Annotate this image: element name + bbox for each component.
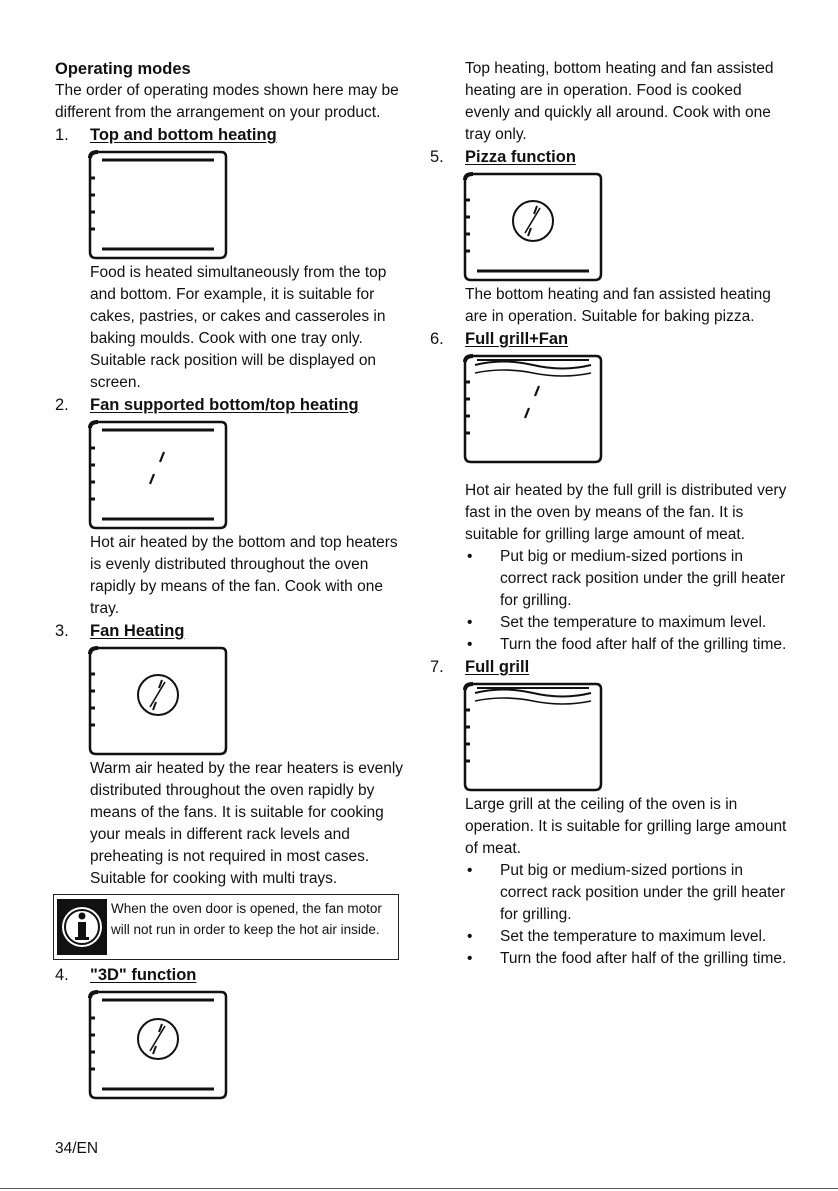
mode-number: 4. [55, 966, 69, 984]
list-item [465, 860, 790, 926]
page-bottom-rule [0, 1188, 838, 1189]
full-grill-icon [463, 680, 603, 792]
mode-description-5: The bottom heating and fan assisted heating are in operation. Suitable for baking pizza. [465, 286, 771, 325]
mode-description-7: Large grill at the ceiling of the oven is in operation. It is suitable for grilling large amount of meat. [465, 796, 787, 857]
mode-heading-2 [55, 394, 410, 416]
list-item-text: Set the temperature to maximum level. [500, 928, 767, 945]
mode-number: 7. [430, 658, 444, 676]
mode-heading-7 [430, 656, 790, 678]
mode-description-6: Hot air heated by the full grill is distributed very fast in the oven by means of the fan. It is suitable for grilling large amount of meat. [465, 482, 787, 543]
mode-heading-4 [55, 964, 410, 986]
bullet-icon: • [467, 548, 473, 565]
3d-function-icon [88, 988, 228, 1100]
fan-heating-icon [88, 644, 228, 756]
mode-heading-5 [430, 146, 790, 168]
bullet-icon: • [467, 862, 473, 879]
fan-supported-heating-icon [88, 418, 228, 530]
bullet-icon: • [467, 614, 473, 631]
list-item-text: Turn the food after half of the grilling time. [500, 950, 787, 967]
mode-label: Full grill+Fan [465, 330, 569, 348]
section-heading: Operating modes [55, 60, 191, 78]
list-item-text: Put big or medium-sized portions in correct rack position under the grill heater for grilling. [500, 548, 786, 609]
bullet-icon: • [467, 950, 473, 967]
page-number: 34/EN [55, 1140, 99, 1157]
list-item-text: Put big or medium-sized portions in correct rack position under the grill heater for grilling. [500, 862, 786, 923]
intro-text-right: Top heating, bottom heating and fan assisted heating are in operation. Food is cooked evenly and quickly all around. Cook with one tray only. [465, 60, 774, 143]
bullet-icon: • [467, 928, 473, 945]
mode-number: 6. [430, 330, 444, 348]
right-column [430, 58, 790, 970]
bullet-list-6 [430, 546, 790, 656]
mode-description-3: Warm air heated by the rear heaters is evenly distributed throughout the oven rapidly by means of the fans. It is suitable for cooking your meals in different rack levels and preheating is not required in most cases. Suitable for cooking with multi trays. [90, 760, 404, 887]
mode-label: Top and bottom heating [90, 126, 277, 144]
mode-description-1: Food is heated simultaneously from the top and bottom. For example, it is suitable for cakes, pastries, or cakes and casseroles in baking moulds. Cook with one tray only. Suitable rack position will be displayed on screen. [90, 264, 387, 391]
mode-number: 5. [430, 148, 444, 166]
list-item [465, 948, 790, 970]
list-item-text: Set the temperature to maximum level. [500, 614, 767, 631]
mode-heading-6 [430, 328, 790, 350]
mode-label: Full grill [465, 658, 530, 676]
bullet-icon: • [467, 636, 473, 653]
bullet-list-7 [430, 860, 790, 970]
mode-description-2: Hot air heated by the bottom and top heaters is evenly distributed throughout the oven rapidly by means of the fan. Cook with one tray. [90, 534, 398, 617]
left-column [55, 58, 410, 1102]
full-grill-fan-icon [463, 352, 603, 464]
mode-number: 3. [55, 622, 69, 640]
top-bottom-heating-icon [88, 148, 228, 260]
mode-label: Fan Heating [90, 622, 185, 640]
mode-heading-3 [55, 620, 410, 642]
mode-number: 1. [55, 126, 69, 144]
pizza-function-icon [463, 170, 603, 282]
mode-heading-1 [55, 124, 410, 146]
mode-number: 2. [55, 396, 69, 414]
mode-label: Pizza function [465, 148, 576, 166]
intro-text: The order of operating modes shown here may be different from the arrangement on your product. [55, 82, 399, 121]
mode-label: Fan supported bottom/top heating [90, 396, 359, 414]
mode-label: "3D" function [90, 966, 197, 984]
list-item [465, 612, 790, 634]
info-note [53, 894, 399, 960]
list-item [465, 546, 790, 612]
info-icon [57, 899, 107, 955]
info-note-text: When the oven door is opened, the fan motor will not run in order to keep the hot air inside. [111, 901, 382, 937]
list-item [465, 926, 790, 948]
list-item [465, 634, 790, 656]
list-item-text: Turn the food after half of the grilling time. [500, 636, 787, 653]
